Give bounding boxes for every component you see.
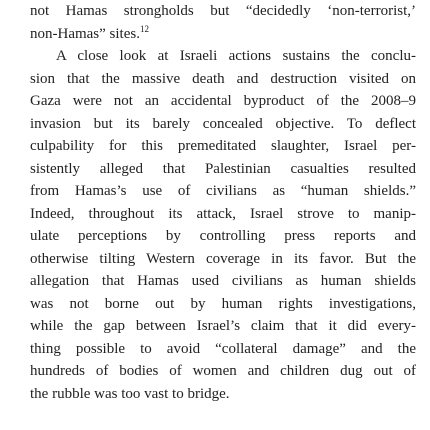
cut-off-line [30, 414, 416, 430]
body-text [30, 0, 416, 405]
text-line-content: non-Hamas” sites. [30, 25, 140, 42]
text-line-content: ulate perceptions by controlling press reports and [30, 228, 416, 244]
text-line [30, 360, 416, 383]
text-line [30, 23, 416, 46]
text-line [30, 158, 416, 181]
text-line [30, 293, 416, 316]
text-line-content: sion that the massive death and destruction visited on [30, 70, 416, 87]
text-line-content: the rubble was too vast to bridge. [30, 385, 230, 402]
text-line [30, 180, 416, 203]
text-line [30, 383, 416, 406]
text-line-content: A close look at Israeli actions sustains the conclu- [56, 48, 416, 64]
text-line-content: allegation that Hamas used civilians as human shields [30, 273, 416, 289]
text-line-content: Gaza were not an accidental byproduct of the 2008–9 [30, 93, 416, 109]
text-line-content: from Hamas’s use of civilians as “human shields.” [30, 183, 416, 199]
text-line [30, 315, 416, 338]
text-line-content: Indeed, throughout its attack, Israel strove to manip- [30, 205, 416, 222]
text-line [30, 113, 416, 136]
text-line-content: otherwise tilting Western coverage in its favor. But the [30, 250, 416, 267]
text-line-content: invasion but its barely concealed objective. To deflect [30, 115, 416, 132]
text-line [30, 270, 416, 293]
text-line [30, 45, 416, 68]
text-line-content: was not borne out by human rights investigations, [30, 295, 416, 312]
text-line [30, 203, 416, 226]
text-line [30, 0, 416, 23]
text-line-content: thing possible to avoid “collateral damage” and the [30, 340, 416, 357]
text-line [30, 225, 416, 248]
text-line [30, 68, 416, 91]
text-line-content: not Hamas strongholds but “decidedly ‘non-terrorist,’ [30, 3, 416, 19]
text-line [30, 90, 416, 113]
text-line [30, 338, 416, 361]
text-line-content: hundreds of bodies of women and children dug out of [30, 363, 416, 379]
text-line-content: culpability for this premeditated slaughter, Israel per- [30, 138, 416, 154]
text-line-content: while the gap between Israel’s claim that it did every- [30, 318, 416, 334]
text-line [30, 248, 416, 271]
text-line-content: sistently alleged that Palestinian casualties resulted [30, 160, 416, 177]
footnote-marker: 12 [139, 23, 149, 34]
text-line [30, 135, 416, 158]
